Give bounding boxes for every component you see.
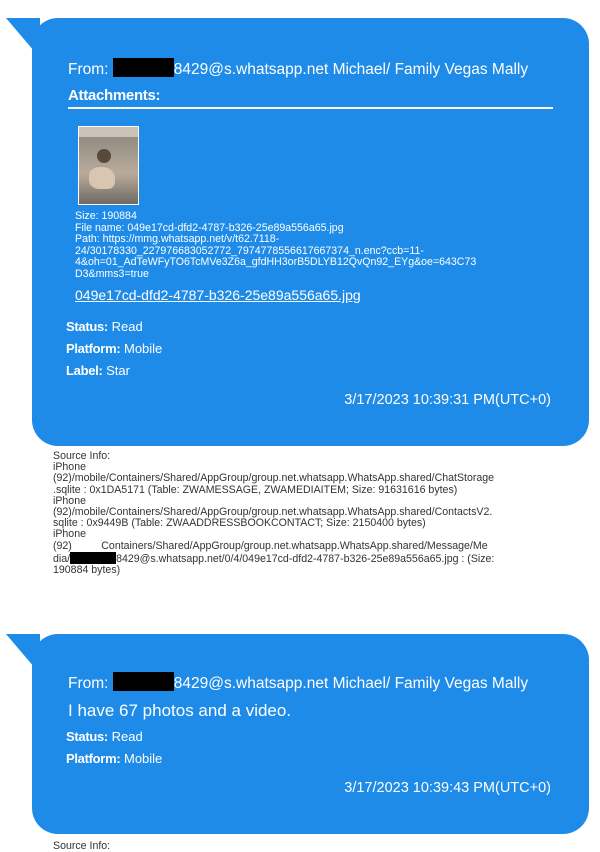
attachments-heading: Attachments: xyxy=(68,87,161,104)
bubble-tail xyxy=(6,18,40,58)
message-sender xyxy=(68,58,528,79)
source-info-line xyxy=(53,552,573,565)
redaction-block xyxy=(70,552,116,564)
message-bubble xyxy=(32,18,589,446)
platform-row xyxy=(66,751,162,766)
message-timestamp: 3/17/2023 10:39:31 PM(UTC+0) xyxy=(344,392,551,408)
label-value: Star xyxy=(106,363,130,378)
source-info-line: 190884 bytes) xyxy=(53,564,121,577)
status-row xyxy=(66,319,143,334)
platform-row xyxy=(66,341,162,356)
status-value: Read xyxy=(111,319,143,334)
attachments-divider xyxy=(68,107,553,109)
message-timestamp: 3/17/2023 10:39:43 PM(UTC+0) xyxy=(344,780,551,796)
source-info xyxy=(53,451,573,576)
attachment-size: Size: 190884 xyxy=(75,210,137,222)
attachment-path-line: D3&mms3=true xyxy=(75,267,149,280)
label-label: Label: xyxy=(66,363,103,378)
status-value: Read xyxy=(111,729,143,744)
attachment-path-line: 24/30178330_227976683052772_7974778556617667374_n.enc?ccb=11- xyxy=(75,244,424,257)
from-label: From: xyxy=(68,675,109,692)
attachment-path-line: 4&oh=01_AdTeWFyTO6TcMVe3Z6a_gfdHH3orB5DLYB12QvQn92_EYg&oe=643C73 xyxy=(75,256,477,268)
attachment-file-name: File name: 049e17cd-dfd2-4787-b326-25e89a556a65.jpg xyxy=(75,221,344,234)
source-info-line: (92)/mobile/Containers/Shared/AppGroup/group.net.whatsapp.WhatsApp.shared/ChatStorage xyxy=(53,472,495,485)
platform-value: Mobile xyxy=(123,751,163,766)
platform-label: Platform: xyxy=(66,751,121,766)
source-info-line: (92)/mobile/Containers/Shared/AppGroup/group.net.whatsapp.WhatsApp.shared/ContactsV2. xyxy=(53,506,493,519)
status-label: Status: xyxy=(66,729,108,744)
attachment-path-line: Path: https://mmg.whatsapp.net/v/t62.7118- xyxy=(75,233,280,245)
sender-address: 8429@s.whatsapp.net Michael/ Family Vegas Mally xyxy=(173,675,529,692)
status-label: Status: xyxy=(66,319,108,334)
label-row xyxy=(66,363,130,378)
source-info-line: (92) Containers/Shared/AppGroup/group.net.whatsapp.WhatsApp.shared/Message/Me xyxy=(53,539,488,552)
source-info-title: Source Info: xyxy=(53,840,111,852)
message-body: I have 67 photos and a video. xyxy=(68,701,292,720)
source-info-path: 8429@s.whatsapp.net/0/4/049e17cd-dfd2-4787-b326-25e89a556a65.jpg : (Size: xyxy=(116,552,495,565)
redaction-block xyxy=(113,672,174,691)
source-info-line: iPhone xyxy=(53,528,86,541)
platform-label: Platform: xyxy=(66,341,121,356)
attachment-metadata xyxy=(75,211,555,280)
source-info-prefix: dia/ xyxy=(53,552,71,565)
redaction-block xyxy=(113,58,174,77)
attachment-thumbnail[interactable] xyxy=(78,126,139,205)
source-info-line: iPhone xyxy=(53,461,86,474)
attachment-link[interactable]: 049e17cd-dfd2-4787-b326-25e89a556a65.jpg xyxy=(75,287,361,303)
from-label: From: xyxy=(68,61,109,78)
source-info-line: iPhone xyxy=(53,494,86,507)
platform-value: Mobile xyxy=(123,341,163,356)
sender-address: 8429@s.whatsapp.net Michael/ Family Vegas Mally xyxy=(173,61,529,78)
source-info-title: Source Info: xyxy=(53,450,111,462)
message-bubble xyxy=(32,634,589,834)
status-row xyxy=(66,729,143,744)
message-sender xyxy=(68,672,528,693)
source-info-line: .sqlite : 0x1DA5171 (Table: ZWAMESSAGE, ZWAMEDIAITEM; Size: 91631616 bytes) xyxy=(53,483,458,496)
bubble-tail xyxy=(6,634,40,674)
source-info-line: sqlite : 0x9449B (Table: ZWAADDRESSBOOKCONTACT; Size: 2150400 bytes) xyxy=(53,517,426,530)
